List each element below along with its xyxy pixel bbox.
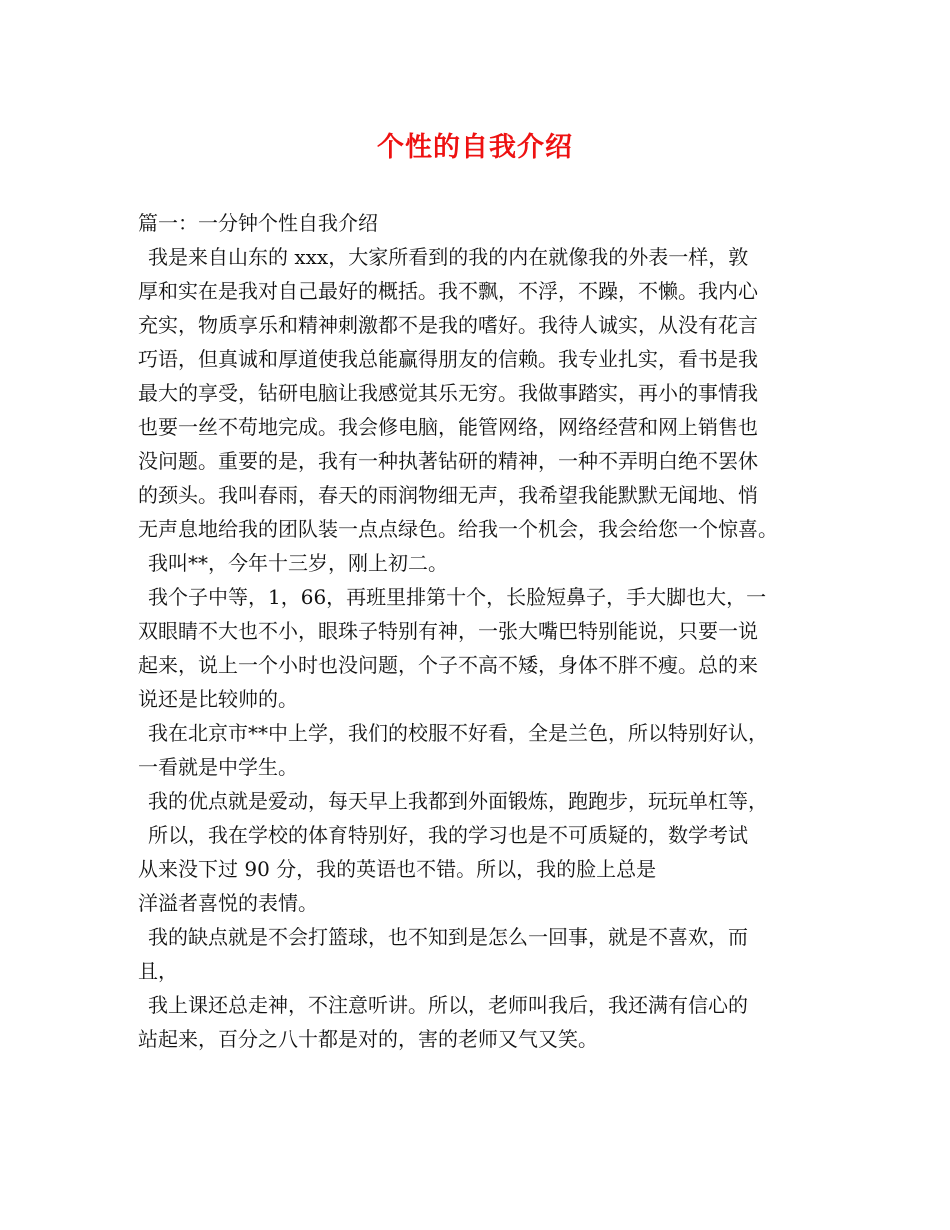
text-line: 的颈头。我叫春雨，春天的雨润物细无声，我希望我能默默无闻地、悄	[138, 483, 758, 507]
text-line: 厚和实在是我对自己最好的概括。我不飘，不浮，不躁，不懒。我内心	[138, 279, 758, 303]
text-line: 起来，说上一个小时也没问题，个子不高不矮，身体不胖不瘦。总的来	[138, 653, 758, 677]
body-text	[138, 206, 828, 1056]
page-title: 个性的自我介绍	[377, 132, 573, 163]
text-line: 一看就是中学生。	[138, 755, 298, 779]
text-line: 我的优点就是爱动，每天早上我都到外面锻炼，跑跑步，玩玩单杠等，	[148, 789, 768, 813]
section-heading: 篇一：一分钟个性自我介绍	[138, 211, 378, 235]
text-line: 双眼睛不大也不小，眼珠子特别有神，一张大嘴巴特别能说，只要一说	[138, 619, 758, 643]
text-line: 我在北京市**中上学，我们的校服不好看，全是兰色，所以特别好认，	[148, 721, 768, 745]
text-line: 从来没下过 90 分，我的英语也不错。所以，我的脸上总是	[138, 857, 657, 881]
text-line: 说还是比较帅的。	[138, 687, 298, 711]
text-line: 无声息地给我的团队装一点点绿色。给我一个机会，我会给您一个惊喜。	[138, 517, 778, 541]
text-line: 且，	[138, 959, 178, 983]
text-line: 我是来自山东的 xxx，大家所看到的我的内在就像我的外表一样，敦	[148, 245, 749, 269]
text-line: 也要一丝不苟地完成。我会修电脑，能管网络，网络经营和网上销售也	[138, 415, 758, 439]
text-line: 站起来，百分之八十都是对的，害的老师又气又笑。	[138, 1027, 598, 1051]
text-line: 最大的享受，钻研电脑让我感觉其乐无穷。我做事踏实，再小的事情我	[138, 381, 758, 405]
text-line: 我个子中等，1，66，再班里排第十个，长脸短鼻子，手大脚也大，一	[148, 585, 767, 609]
text-line: 我叫**，今年十三岁，刚上初二。	[148, 551, 448, 575]
text-line: 所以，我在学校的体育特别好，我的学习也是不可质疑的，数学考试	[148, 823, 748, 847]
text-line: 充实，物质享乐和精神刺激都不是我的嗜好。我待人诚实，从没有花言	[138, 313, 758, 337]
text-line: 没问题。重要的是，我有一种执著钻研的精神，一种不弄明白绝不罢休	[138, 449, 758, 473]
text-line: 我上课还总走神，不注意听讲。所以，老师叫我后，我还满有信心的	[148, 993, 748, 1017]
text-line: 我的缺点就是不会打篮球，也不知到是怎么一回事，就是不喜欢，而	[148, 925, 748, 949]
text-line: 洋溢者喜悦的表情。	[138, 891, 318, 915]
text-line: 巧语，但真诚和厚道使我总能赢得朋友的信赖。我专业扎实，看书是我	[138, 347, 758, 371]
